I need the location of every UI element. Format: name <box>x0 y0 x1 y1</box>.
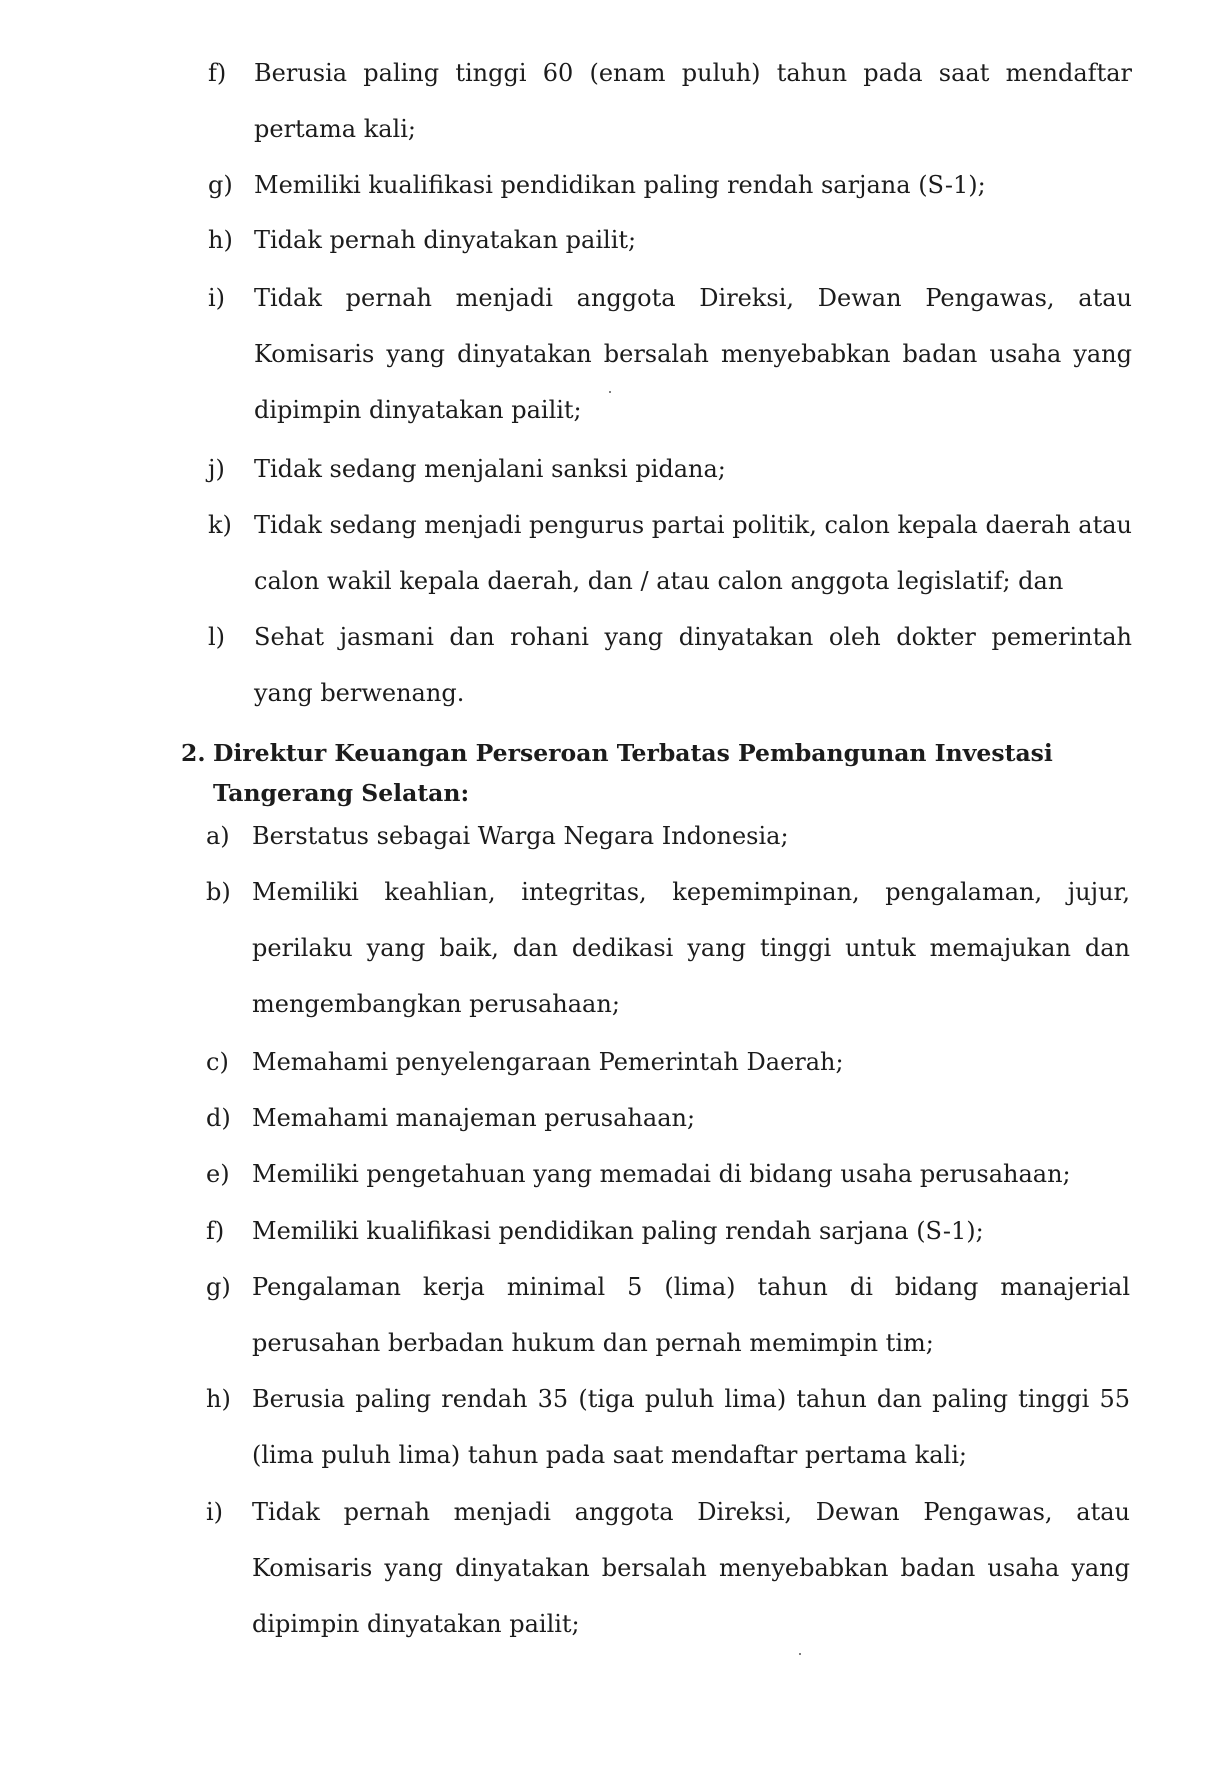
item-label: d) <box>206 1104 231 1132</box>
list-item-j <box>208 441 1132 497</box>
item-label: i) <box>208 284 226 312</box>
item-label: j) <box>208 455 225 483</box>
list-item-c <box>206 1034 1130 1090</box>
item-text: Memiliki keahlian, integritas, kepemimpinan, pengalaman, jujur, perilaku yang baik, dan dedikasi yang tinggi untuk memajukan dan mengembangkan perusahaan; <box>252 878 1130 1018</box>
item-text: Memiliki pengetahuan yang memadai di bidang usaha perusahaan; <box>252 1160 1071 1188</box>
list-item-i <box>206 1484 1130 1652</box>
list-item-d <box>206 1090 1130 1146</box>
item-text: Berusia paling rendah 35 (tiga puluh lima) tahun dan paling tinggi 55 (lima puluh lima) tahun pada saat mendaftar pertama kali; <box>252 1385 1130 1469</box>
item-label: f) <box>206 1217 225 1245</box>
list-item-h <box>208 212 1132 268</box>
item-text: Memahami manajeman perusahaan; <box>252 1104 696 1132</box>
list-item-e <box>206 1146 1130 1202</box>
list-item-h <box>206 1371 1130 1483</box>
item-text: Tidak pernah menjadi anggota Direksi, Dewan Pengawas, atau Komisaris yang dinyatakan bersalah menyebabkan badan usaha yang dipimpin dinyatakan pailit; <box>254 284 1132 424</box>
item-label: h) <box>206 1385 231 1413</box>
item-text: Memiliki kualifikasi pendidikan paling rendah sarjana (S-1); <box>254 171 986 199</box>
scan-speck <box>799 1653 801 1655</box>
list-item-g <box>206 1259 1130 1371</box>
item-label: f) <box>208 59 227 87</box>
list-item-f <box>206 1203 1130 1259</box>
list-item-i <box>208 270 1132 438</box>
item-text: Tidak sedang menjalani sanksi pidana; <box>254 455 726 483</box>
item-text: Tidak sedang menjadi pengurus partai politik, calon kepala daerah atau calon wakil kepala daerah, dan / atau calon anggota legislatif; dan <box>254 511 1132 595</box>
section-title: Direktur Keuangan Perseroan Terbatas Pembangunan Investasi Tangerang Selatan: <box>213 739 1053 807</box>
list-item-f <box>208 45 1132 157</box>
item-text: Tidak pernah dinyatakan pailit; <box>254 226 637 254</box>
item-text: Berstatus sebagai Warga Negara Indonesia; <box>252 822 789 850</box>
list-item-l <box>208 609 1132 721</box>
item-label: h) <box>208 226 233 254</box>
list-item-g <box>208 157 1132 213</box>
item-text: Pengalaman kerja minimal 5 (lima) tahun di bidang manajerial perusahan berbadan hukum dan pernah memimpin tim; <box>252 1273 1130 1357</box>
item-text: Memahami penyelengaraan Pemerintah Daerah; <box>252 1048 844 1076</box>
item-text: Tidak pernah menjadi anggota Direksi, Dewan Pengawas, atau Komisaris yang dinyatakan bersalah menyebabkan badan usaha yang dipimpin dinyatakan pailit; <box>252 1498 1130 1638</box>
item-text: Sehat jasmani dan rohani yang dinyatakan oleh dokter pemerintah yang berwenang. <box>254 623 1132 707</box>
list-item-a <box>206 808 1130 864</box>
section-heading <box>181 733 1133 813</box>
item-label: g) <box>208 171 233 199</box>
item-label: a) <box>206 822 230 850</box>
item-label: l) <box>208 623 226 651</box>
scan-speck <box>609 391 611 393</box>
item-label: c) <box>206 1048 229 1076</box>
item-label: g) <box>206 1273 231 1301</box>
section-number: 2. <box>181 739 206 767</box>
item-text: Memiliki kualifikasi pendidikan paling rendah sarjana (S-1); <box>252 1217 984 1245</box>
item-text: Berusia paling tinggi 60 (enam puluh) tahun pada saat mendaftar pertama kali; <box>254 59 1132 143</box>
list-item-b <box>206 864 1130 1032</box>
item-label: b) <box>206 878 231 906</box>
item-label: k) <box>208 511 232 539</box>
item-label: e) <box>206 1160 230 1188</box>
item-label: i) <box>206 1498 224 1526</box>
list-item-k <box>208 497 1132 609</box>
